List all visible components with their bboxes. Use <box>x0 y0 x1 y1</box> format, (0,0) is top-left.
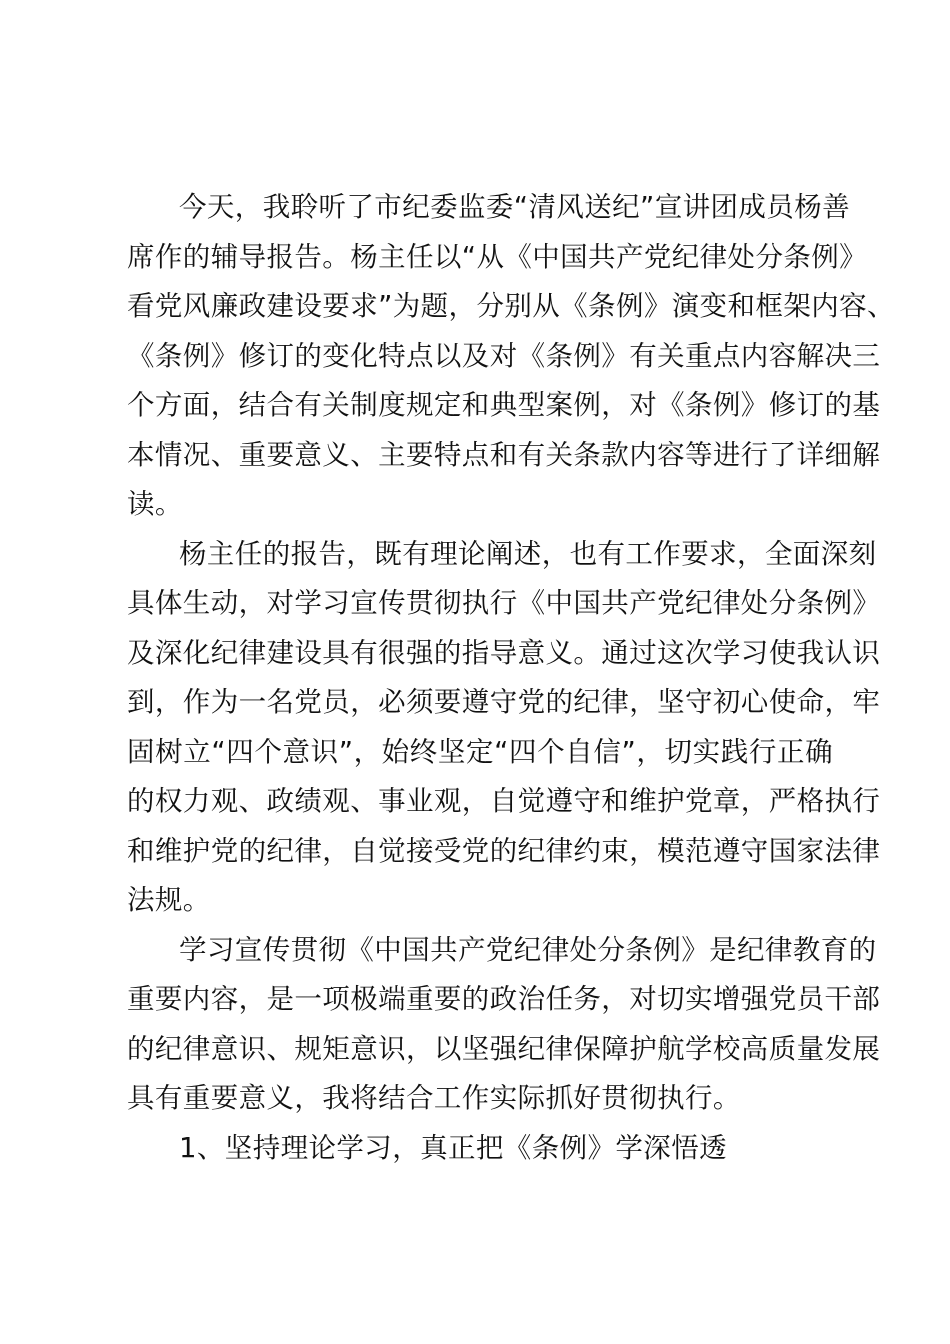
text-line: 《条例》修订的变化特点以及对《条例》有关重点内容解决三 <box>127 339 881 372</box>
text-line: 法规。 <box>127 884 211 916</box>
text-line: 的权力观、政绩观、事业观，自觉遵守和维护党章，严格执行 <box>127 785 881 817</box>
text-line: 固树立“四个意识”，始终坚定“四个自信”，切实践行正确 <box>127 735 833 768</box>
text-line: 席作的辅导报告。杨主任以“从《中国共产党纪律处分条例》 <box>127 240 868 273</box>
text-line: 杨主任的报告，既有理论阐述，也有工作要求，全面深刻 <box>179 537 877 570</box>
text-line: 的纪律意识、规矩意识，以坚强纪律保障护航学校高质量发展 <box>127 1032 881 1065</box>
text-line: 重要内容，是一项极端重要的政治任务，对切实增强党员干部 <box>127 983 881 1015</box>
text-line: 具有重要意义，我将结合工作实际抓好贯彻执行。 <box>127 1082 741 1114</box>
text-line: 本情况、重要意义、主要特点和有关条款内容等进行了详细解 <box>127 438 881 471</box>
text-line: 及深化纪律建设具有很强的指导意义。通过这次学习使我认识 <box>127 636 881 669</box>
document-body <box>127 183 895 1173</box>
text-line: 看党风廉政建设要求”为题，分别从《条例》演变和框架内容、 <box>127 290 895 322</box>
text-line: 读。 <box>127 488 183 520</box>
paragraph-3 <box>127 926 881 1124</box>
paragraph-2 <box>127 530 881 926</box>
section-heading: 1、坚持理论学习，真正把《条例》学深悟透 <box>179 1131 727 1164</box>
text-line: 和维护党的纪律，自觉接受党的纪律约束，模范遵守国家法律 <box>127 834 881 867</box>
text-line: 今天，我聆听了市纪委监委“清风送纪”宣讲团成员杨善 <box>179 191 850 223</box>
text-line: 具体生动，对学习宣传贯彻执行《中国共产党纪律处分条例》 <box>127 587 881 619</box>
paragraph-4-heading <box>127 1124 833 1174</box>
text-line: 个方面，结合有关制度规定和典型案例，对《条例》修订的基 <box>127 389 881 421</box>
text-line: 到，作为一名党员，必须要遵守党的纪律，坚守初心使命，牢 <box>127 686 881 718</box>
text-line: 学习宣传贯彻《中国共产党纪律处分条例》是纪律教育的 <box>179 933 877 966</box>
paragraph-1 <box>127 183 895 530</box>
